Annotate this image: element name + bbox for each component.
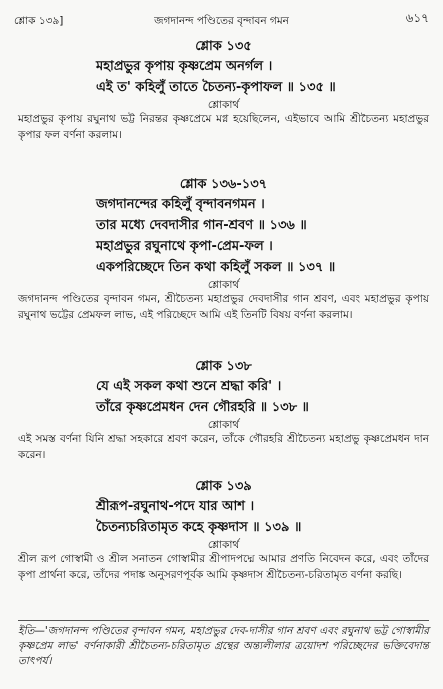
verse-139 [18,478,429,583]
verse-138 [18,358,429,463]
translation-heading: শ্লোকার্থ [207,279,240,291]
verse-line: একপরিচ্ছেদে তিন কথা কহিলুঁ সকল ॥ ১৩৭ ॥ [96,260,336,275]
header-verse-ref: শ্লোক ১৩৯] [14,15,64,27]
verse-line: তার মধ্যে দেবদাসীর গান-শ্রবণ ॥ ১৩৬ ॥ [96,218,307,233]
header-chapter-title: জগদানন্দ পণ্ডিতের বৃন্দাবন গমন [154,15,289,27]
page-number: ৬১৭ [405,11,429,25]
verse-line: চৈতন্যচরিতামৃত কহে কৃষ্ণদাস ॥ ১৩৯ ॥ [96,520,302,535]
translation-text: জগদানন্দ পণ্ডিতের বৃন্দাবন গমন, শ্রীচৈতন্য মহাপ্রভুর দেবদাসীর গান শ্রবণ, এবং মহাপ্রভুর কৃপায় রঘুনাথ ভট্টের প্রেমফল লাভ, এই পরিচ্ছেদে আমি এই তিনটি বিষয় বর্ণনা করলাম। [18,293,429,321]
verse-line: জগদানন্দের কহিলুঁ বৃন্দাবনগমন । [96,197,265,212]
verse-line: মহাপ্রভুর কৃপায় কৃষ্ণপ্রেম অনর্গল । [96,59,273,74]
verse-heading: শ্লোক ১৩৫ [195,39,252,54]
verse-136-137 [18,176,429,323]
verse-heading: শ্লোক ১৩৯ [195,479,252,494]
verse-line: মহাপ্রভুর রঘুনাথে কৃপা-প্রেম-ফল । [96,239,273,254]
translation-text: এই সমস্ত বর্ণনা যিনি শ্রদ্ধা সহকারে শ্রবণ করেন, তাঁকে গৌরহরি শ্রীচৈতন্য মহাপ্রভু কৃষ্ণপ্রেমধন দান করেন। [18,433,429,461]
translation-text: শ্রীল রূপ গোস্বামী ও শ্রীল সনাতন গোস্বামীর শ্রীপাদপদ্মে আমার প্রণতি নিবেদন করে, এবং তাঁদের কৃপা প্রার্থনা করে, তাঁদের পদাঙ্ক অনুসরণপূর্বক আমি কৃষ্ণদাস শ্রীচৈতন্য-চরিতামৃত বর্ণনা করছি। [18,553,429,581]
running-header [14,10,429,30]
translation-heading: শ্লোকার্থ [207,539,240,551]
divider [18,620,429,621]
colophon-text: ইতি—'জগদানন্দ পণ্ডিতের বৃন্দাবন গমন, মহাপ্রভুর দেব-দাসীর গান শ্রবণ এবং রঘুনাথ ভট্ট গোস্বামীর কৃষ্ণপ্রেম লাভ' বর্ণনাকারী শ্রীচৈতন্য-চরিতামৃত গ্রন্থের অন্ত্যলীলার ত্রয়োদশ পরিচ্ছেদের ভক্তিবেদান্ত তাৎপর্য। [18,625,429,667]
verse-line: যে এই সকল কথা শুনে শ্রদ্ধা করি' । [96,379,282,394]
verse-heading: শ্লোক ১৩৮ [195,359,252,374]
translation-heading: শ্লোকার্থ [207,99,240,111]
translation-heading: শ্লোকার্থ [207,419,240,431]
verse-heading: শ্লোক ১৩৬-১৩৭ [179,177,268,192]
verse-line: এই ত' কহিলুঁ তাতে চৈতন্য-কৃপাফল ॥ ১৩৫ ॥ [96,80,336,95]
translation-text: মহাপ্রভুর কৃপায় রঘুনাথ ভট্ট নিরন্তর কৃষ্ণপ্রেমে মগ্ন হয়েছিলেন, এইভাবে আমি শ্রীচৈতন্য মহাপ্রভুর কৃপার ফল বর্ণনা করলাম। [18,113,429,141]
chapter-colophon [18,620,429,669]
verse-line: তাঁরে কৃষ্ণপ্রেমধন দেন গৌরহরি ॥ ১৩৮ ॥ [96,400,309,415]
verse-line: শ্রীরূপ-রঘুনাথ-পদে যার আশ । [96,499,255,514]
verse-135 [18,38,429,143]
